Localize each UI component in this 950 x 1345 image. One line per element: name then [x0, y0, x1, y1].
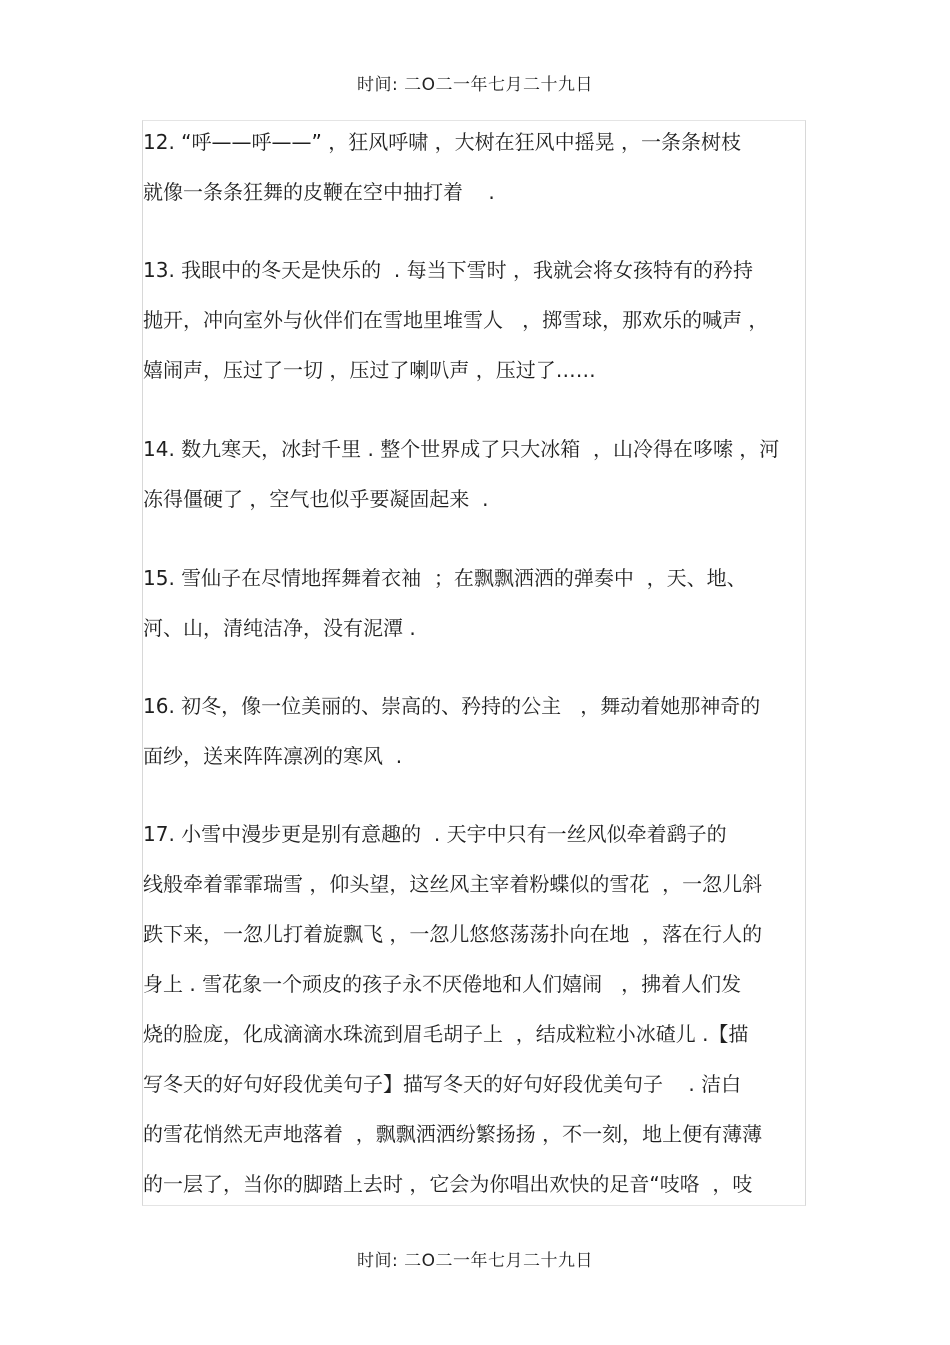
paragraph-line: 17. 小雪中漫步更是别有意趣的 . 天宇中只有一丝风似牵着鹞子的 [143, 822, 727, 846]
paragraph-14 [143, 424, 806, 524]
page-header-date: 时间: 二O二一年七月二十九日 [356, 75, 593, 95]
paragraph-16 [143, 681, 806, 781]
paragraph-12 [143, 120, 806, 217]
paragraph-line: 嬉闹声，压过了一切 ，压过了喇叭声 ，压过了…… [143, 358, 596, 382]
paragraph-line: 16. 初冬，像一位美丽的、崇高的、矜持的公主 ，舞动着她那神奇的 [143, 694, 761, 718]
paragraph-line: 写冬天的好句好段优美句子】描写冬天的好句好段优美句子 . 洁白 [143, 1072, 742, 1096]
paragraph-line: 烧的脸庞，化成滴滴水珠流到眉毛胡子上 ，结成粒粒小冰碴儿 .【描 [143, 1022, 749, 1046]
paragraph-15 [143, 553, 806, 653]
paragraph-line: 的一层了，当你的脚踏上去时 ，它会为你唱出欢快的足音“吱咯 ，吱 [143, 1172, 753, 1196]
paragraph-17 [143, 809, 806, 1206]
paragraph-line: 身上 . 雪花象一个顽皮的孩子永不厌倦地和人们嬉闹 ，拂着人们发 [143, 972, 742, 996]
paragraph-line: 抛开，冲向室外与伙伴们在雪地里堆雪人 ，掷雪球，那欢乐的喊声 ， [143, 308, 769, 332]
paragraph-line: 12. “呼——呼——” ，狂风呼啸 ，大树在狂风中摇晃 ，一条条树枝 [143, 130, 741, 154]
paragraph-line: 13. 我眼中的冬天是快乐的 . 每当下雪时 ，我就会将女孩特有的矜持 [143, 258, 753, 282]
page-footer-date: 时间: 二O二一年七月二十九日 [356, 1251, 593, 1271]
content-frame [142, 120, 806, 1206]
paragraph-line: 14. 数九寒天，冰封千里 . 整个世界成了只大冰箱 ，山冷得在哆嗦 ，河 [143, 437, 780, 461]
paragraph-line: 就像一条条狂舞的皮鞭在空中抽打着 . [143, 180, 495, 204]
paragraph-line: 冻得僵硬了 ，空气也似乎要凝固起来 . [143, 487, 489, 511]
paragraph-line: 面纱，送来阵阵凛冽的寒风 . [143, 744, 403, 768]
paragraph-line: 15. 雪仙子在尽情地挥舞着衣袖 ；在飘飘洒洒的弹奏中 ，天、地、 [143, 566, 747, 590]
paragraph-13 [143, 245, 806, 395]
paragraph-line: 的雪花悄然无声地落着 ，飘飘洒洒纷繁扬扬 ，不一刻，地上便有薄薄 [143, 1122, 763, 1146]
paragraph-line: 跌下来，一忽儿打着旋飘飞 ，一忽儿悠悠荡荡扑向在地 ，落在行人的 [143, 922, 763, 946]
paragraph-line: 河、山，清纯洁净，没有泥潭 . [143, 616, 416, 640]
paragraph-line: 线般牵着霏霏瑞雪 ，仰头望，这丝风主宰着粉蝶似的雪花 ，一忽儿斜 [143, 872, 763, 896]
